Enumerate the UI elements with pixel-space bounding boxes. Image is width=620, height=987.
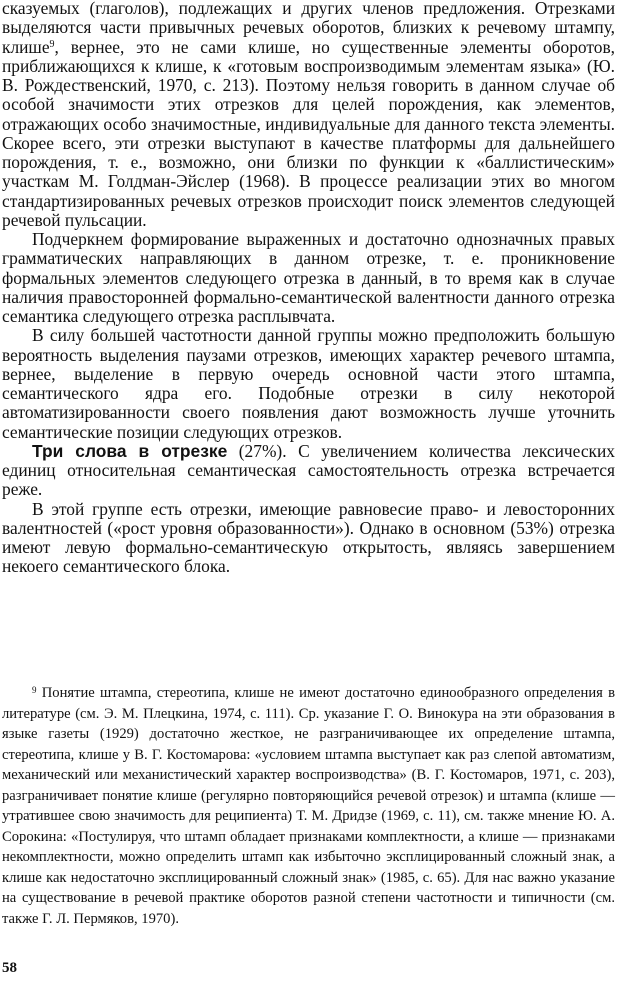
paragraph-4-text: (27%). С увеличением количества лексических единиц относительная семантическая самостоятельность отрезка встречается реже. — [2, 440, 615, 500]
paragraph-3: В силу большей частотности данной группы можно предположить большую вероятность выделения паузами отрезков, имеющих характер речевого штампа, вернее, выделение в первую очередь основной части этого штампа, семантического ядра его. Подобные отрезки в силу некоторой автоматизированности своего появления дают возможность лучше уточнить семантические позиции следующих отрезков. — [2, 325, 615, 442]
paragraph-1-text: сказуемых (глаголов), подлежащих и других членов предложения. Отрезками выделяются части привычных речевых оборотов, близких к речевому штампу, клише — [2, 0, 615, 57]
footnote-reference: 9 — [49, 38, 55, 50]
footnote-text: Понятие штампа, стереотипа, клише не имеют достаточно единообразного определения в литературе (см. Э. М. Плецкина, 1974, с. 111). Ср. указание Г. О. Винокура на эти образования в языке газеты (1929) достаточно жесткое, не разграничивающее их определение штампа, стереотипа, клише у В. Г. Костомарова: «условием штампа выступает как раз слепой автоматизм, механический или механистический характер воспроизводства» (В. Г. Костомаров, 1971, с. 203), разграничивает понятие клише (регулярно повторяющийся речевой отрезок) и штампа (клише — утратившее свою значимость для реципиента) Т. М. Дридзе (1969, с. 11), см. также мнение Ю. А. Сорокина: «Постулируя, что штамп обладает признаками комплектности, а клише — признаками некомплектности, можно определить штамп как избыточно эксплицированный сложный знак, а клише как недостаточно эксплицированный сложный знак» (1985, с. 65). Для нас важно указание на существование в речевой практике оборотов разной степени частотности и типичности (см. также Г. Л. Пермяков, 1970). — [2, 685, 615, 927]
paragraph-1-text-cont: , вернее, это не сами клише, но существенные элементы оборотов, приближающихся к клише, к «готовым воспроизводимым элементам языка» (Ю. В. Рождественский, 1970, с. 213). Поэтому нельзя говорить в данном случае об особой значимости этих отрезков для целей порождения, как элементов, отражающих особо значимостные, индивидуальные для данного текста элементы. Скорее всего, эти отрезки выступают в качестве платформы для дальнейшего порождения, т. е., возможно, они близки по функции к «баллистическим» участкам М. Голдман-Эйслер (1968). В процессе реализации этих во многом стандартизированных речевых отрезков происходит поиск элементов следующей речевой пульсации. — [2, 36, 615, 230]
footnote — [2, 680, 615, 929]
main-text — [2, 0, 615, 577]
paragraph-5: В этой группе есть отрезки, имеющие равновесие право- и левосторонних валентностей («рост уровня образованности»). Однако в основном (53%) отрезка имеют левую формально-семантическую открытость, являясь завершением некоего семантического блока. — [2, 498, 615, 577]
footnote-mark: 9 — [32, 685, 37, 695]
section-heading-inline: Три слова в отрезке — [32, 440, 228, 461]
paragraph-4 — [2, 442, 615, 500]
paragraph-2: Подчеркнем формирование выраженных и достаточно однозначных правых грамматических направляющих в данном отрезке, т. е. проникновение формальных элементов следующего отрезка в данный, в то время как в случае наличия правосторонней формально-семантической валентности данного отрезка семантика следующего отрезка расплывчата. — [2, 229, 615, 326]
paragraph-1 — [2, 0, 615, 230]
page-number: 58 — [2, 960, 17, 976]
